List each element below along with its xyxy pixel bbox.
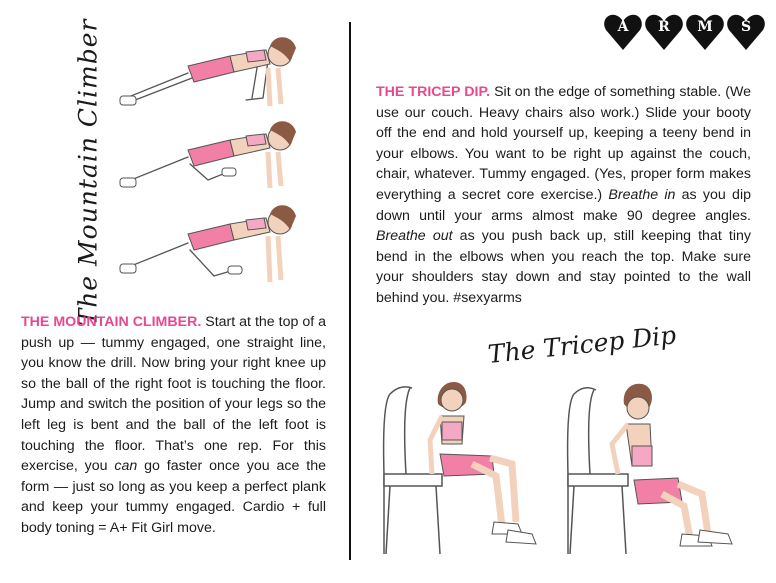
tricep-dip-description [376, 82, 751, 309]
badge-letter-r: R [658, 19, 670, 35]
tricep-dip-body-2: as you dip down until your arms almost make 90 degree angles. [376, 186, 751, 224]
heart-icon [685, 12, 725, 52]
tricep-dip-figure-down [552, 374, 752, 560]
breathe-out-text: Breathe out [376, 228, 453, 245]
heart-icon [726, 12, 766, 52]
mountain-climber-heading: THE MOUNTAIN CLIMBER. [21, 314, 202, 330]
arms-badge [603, 12, 766, 52]
breathe-in-text: Breathe in [608, 186, 676, 203]
tricep-dip-body-3: as you push back up, still keeping that tiny bend in the elbows when you reach the top. Make sure your shoulders stay down and stay pointed to the wall behind you. #sexyarms [376, 228, 751, 306]
badge-letter-a: A [617, 19, 629, 35]
badge-letter-m: M [697, 19, 713, 35]
mountain-climber-description [21, 312, 326, 539]
mountain-climber-figure-right-knee [118, 112, 303, 192]
mountain-climber-figure-left-knee [118, 198, 303, 288]
heart-icon [603, 12, 643, 52]
tricep-dip-body-1: Sit on the edge of something stable. (We use our couch. Heavy chairs also work.) Slide your booty off the end and hold yourself up, keeping a teeny bend in your elbows. You want to be right up against the couch, chair, whatever. Tummy engaged. (Yes, proper form makes everything a secret core exercise.) [376, 84, 751, 203]
heart-icon [644, 12, 684, 52]
mountain-climber-body-1: Start at the top of a push up — tummy engaged, one straight line, you know the drill. Now bring your right knee up so the ball of the right foot is touching the floor. Jump and switch the position of your legs so the left leg is bent and the ball of the left foot is touching the floor. That’s one rep. For this exercise, you [21, 314, 327, 475]
mountain-climber-title: The Mountain Climber [73, 18, 103, 326]
mountain-climber-body-emphasis: can [114, 458, 138, 475]
mountain-climber-body-2: go faster once you ace the form — just so long as you keep a perfect plank and keep your tummy engaged. Cardio + full body toning = A+ Fit Girl move. [21, 458, 326, 536]
badge-letter-s: S [740, 19, 752, 35]
column-divider [349, 22, 351, 560]
mountain-climber-figure-plank [118, 28, 303, 108]
tricep-dip-figure-up [372, 364, 552, 560]
tricep-dip-heading: THE TRICEP DIP. [376, 84, 491, 100]
tricep-dip-title: The Tricep Dip [486, 320, 678, 369]
